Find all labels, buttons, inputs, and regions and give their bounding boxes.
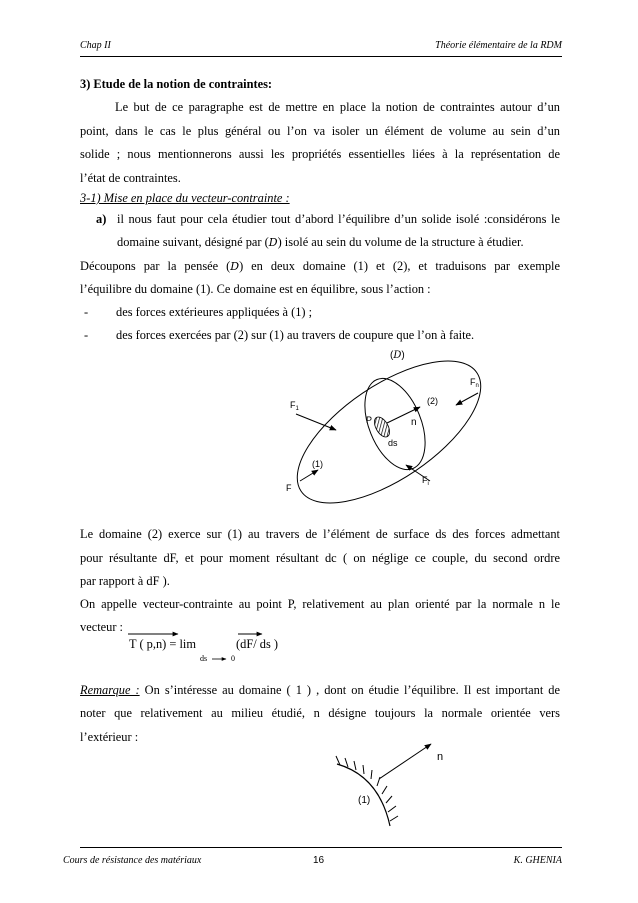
formula-sub-zero: 0 [231, 654, 235, 663]
formula-rhs: (dF/ ds ) [236, 637, 278, 651]
label-n-fig2: n [437, 751, 444, 763]
remarque-line-3: l’extérieur : [80, 730, 139, 744]
domain-symbol: D [268, 236, 278, 249]
intro-line-1: Le but de ce paragraphe est de mettre en place la notion de contraintes autour d’un [115, 100, 560, 114]
footer-course: Cours de résistance des matériaux [63, 855, 202, 866]
decoupe-line-1: Découpons par la pensée (D) en deux domaine (1) et (2), et traduisons par exemple [80, 259, 560, 273]
body2-line-1: Le domaine (2) exerce sur (1) au travers de l’élément de surface ds des forces admettant [80, 527, 560, 541]
label-ds: ds [388, 438, 398, 448]
remarque-line-2: noter que relativement au milieu étudié, n désigne toujours la normale orientée vers [80, 706, 560, 720]
outward-normal-arrow [379, 744, 431, 779]
definition-line-1: On appelle vecteur-contrainte au point P, relativement au plan orienté par la normale n le [80, 597, 560, 611]
label-n: n [411, 417, 417, 428]
label-region-1: (1) [312, 459, 323, 469]
label-f1: $F_1$ [290, 400, 299, 412]
domain-label: (D) [390, 350, 405, 361]
label-fn: $F_n$ [470, 377, 479, 389]
label-f: F [286, 483, 292, 493]
label-p: P [366, 415, 373, 425]
bullet-marker-2: - [84, 328, 89, 342]
formula-sub-ds: ds [200, 654, 208, 663]
definition-line-2: vecteur : [80, 620, 123, 634]
intro-line-2: point, dans le cas le plus général ou l’on va isoler un élément de volume au sein d’un [80, 124, 560, 138]
intro-line-3: solide ; nous mentionnerons aussi les propriétés essentielles liées à la représentation de [80, 147, 560, 161]
label-region-fig2: (1) [358, 795, 371, 806]
bullet-2: des forces exercées par (2) sur (1) au travers de coupure que l’on à faite. [116, 328, 475, 342]
bullet-1: des forces extérieures appliquées à (1) ; [116, 305, 313, 319]
footer-author: K. GHENIA [513, 855, 562, 866]
remarque-label: Remarque : [80, 683, 140, 697]
item-a-line-1: il nous faut pour cela étudier tout d’abord l’équilibre d’un solide isolé :considérons le [117, 212, 560, 226]
intro-line-4: l’état de contraintes. [80, 171, 181, 185]
formula-lhs: T ( p,n) = lim [129, 637, 196, 651]
subsection-title: 3-1) Mise en place du vecteur-contrainte : [80, 191, 290, 205]
remarque-line-1: Remarque : On s’intéresse au domaine ( 1 ) , dont on étudie l’équilibre. Il est important de [80, 683, 560, 697]
body2-line-3: par rapport à dF ). [80, 574, 170, 588]
bullet-marker-1: - [84, 305, 89, 319]
label-region-2: (2) [427, 396, 438, 406]
header-title: Théorie élémentaire de la RDM [435, 40, 562, 51]
item-a-label: a) [96, 212, 107, 226]
boundary-hatching [336, 756, 398, 821]
section-title: 3) Etude de la notion de contraintes: [80, 77, 273, 91]
header-chapter: Chap II [80, 40, 111, 51]
decoupe-line-2: l’équilibre du domaine (1). Ce domaine est en équilibre, sous l’action : [80, 282, 431, 296]
item-a-line-2: domaine suivant, désigné par (D) isolé au sein du volume de la structure à étudier. [117, 235, 524, 249]
footer-page-number: 16 [313, 855, 325, 866]
label-fi: $F_i$ [422, 475, 429, 487]
footer-rule [80, 847, 562, 848]
body2-line-2: pour résultante dF, et pour moment résultant dc ( on néglige ce couple, du second ordre [80, 551, 560, 565]
